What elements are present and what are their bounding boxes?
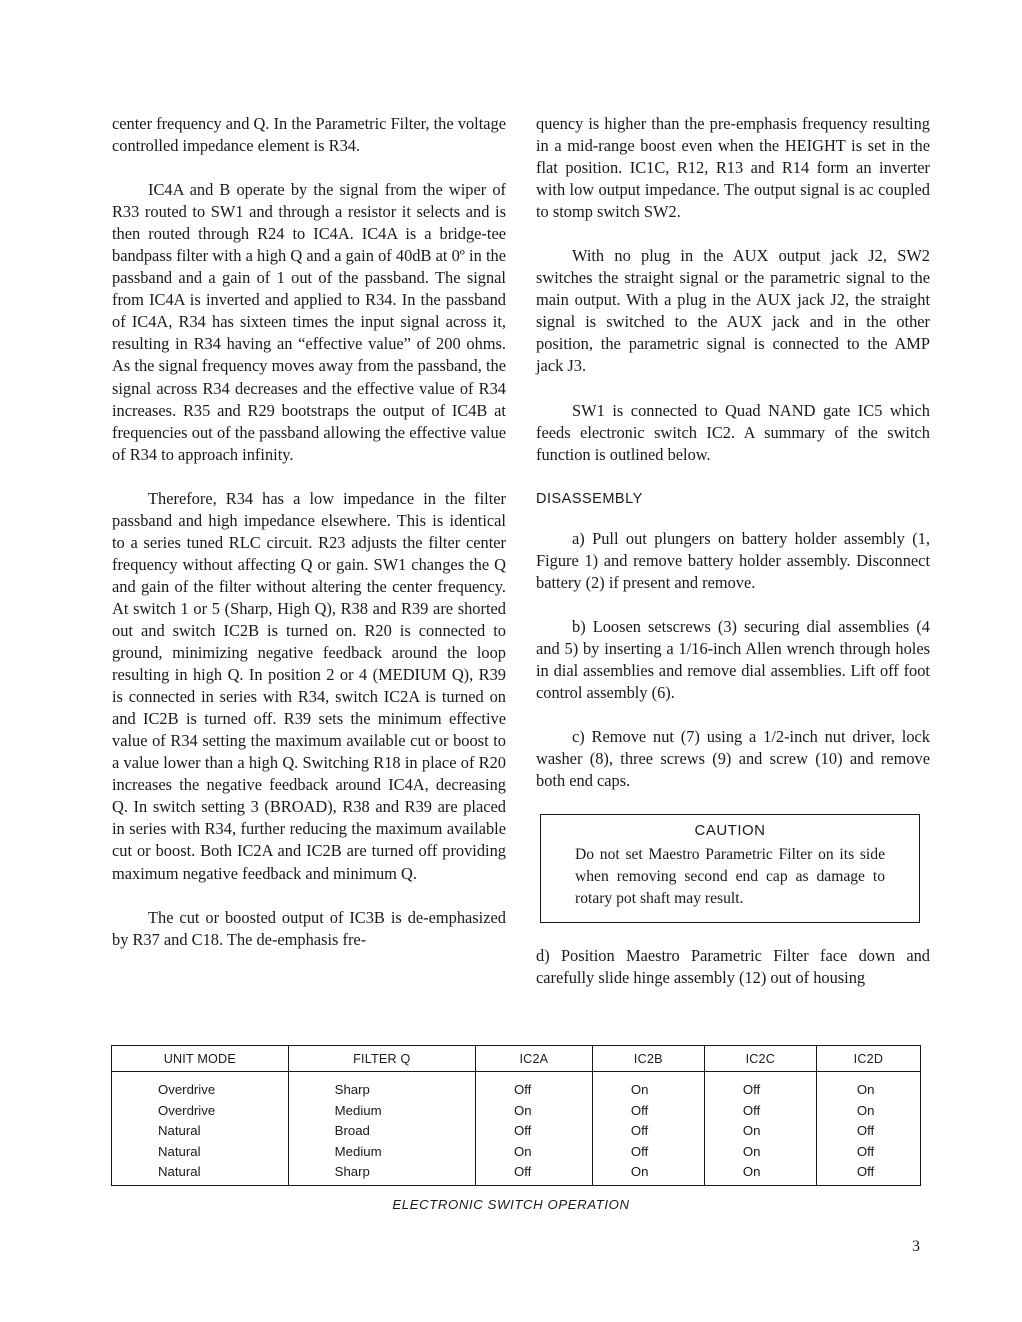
page-number: 3 <box>912 1238 920 1255</box>
table-cell: Off <box>816 1162 920 1185</box>
paragraph: IC4A and B operate by the signal from the wiper of R33 routed to SW1 and through a resistor it selects and is then routed through R24 to IC4A. IC4A is a bridge-tee bandpass filter with a high Q and a gain of 40dB at 0º in the passband and a gain of 1 out of the passband. The signal from IC4A is inverted and applied to R34. In the passband of IC4A, R34 has sixteen times the input signal across it, resulting in R34 having an “effective value” of 200 ohms. As the signal frequency moves away from the passband, the signal across R34 decreases and the effective value of R34 increases. R35 and R29 bootstraps the output of IC4B at frequencies out of the passband allowing the effective value of R34 to approach infinity. <box>112 180 506 464</box>
table-cell: On <box>816 1072 920 1101</box>
column-header: IC2C <box>704 1046 816 1072</box>
disassembly-step-b: b) Loosen setscrews (3) securing dial assemblies (4 and 5) by inserting a 1/16-inch Allen wrench through holes in dial assemblies and remove dial assemblies. Lift off foot control assembly (6). <box>536 616 930 702</box>
table-cell: Off <box>592 1142 704 1163</box>
table-header-row <box>112 1046 921 1072</box>
paragraph: quency is higher than the pre-emphasis frequency resulting in a mid-range boost even when the HEIGHT is set in the flat position. IC1C, R12, R13 and R14 form an inverter with low output impedance. The output signal is ac coupled to stomp switch SW2. <box>536 114 930 222</box>
table-cell: Broad <box>288 1121 475 1142</box>
table-row <box>112 1121 921 1142</box>
table-row <box>112 1072 921 1101</box>
caution-text: Do not set Maestro Parametric Filter on its side when removing second end cap as damage to rotary pot shaft may result. <box>575 846 885 908</box>
table-cell: Off <box>816 1142 920 1163</box>
table-cell: On <box>592 1162 704 1185</box>
table-cell: Off <box>475 1162 592 1185</box>
table-cell: On <box>704 1142 816 1163</box>
table-cell: Off <box>475 1072 592 1101</box>
table-cell: Off <box>816 1121 920 1142</box>
table-cell: Off <box>475 1121 592 1142</box>
table-cell: On <box>704 1162 816 1185</box>
left-column <box>112 113 506 951</box>
column-header: FILTER Q <box>288 1046 475 1072</box>
paragraph: With no plug in the AUX output jack J2, SW2 switches the straight signal or the parametric signal to the main output. With a plug in the AUX jack J2, the straight signal is switched to the AUX jack and in the other position, the parametric signal is connected to the AMP jack J3. <box>536 246 930 376</box>
table-cell: Off <box>592 1121 704 1142</box>
table-cell: Overdrive <box>112 1101 289 1122</box>
table-row <box>112 1162 921 1185</box>
table-caption: ELECTRONIC SWITCH OPERATION <box>392 1197 630 1212</box>
paragraph: The cut or boosted output of IC3B is de-emphasized by R37 and C18. The de-emphasis fre- <box>112 907 506 949</box>
table-cell: Off <box>704 1101 816 1122</box>
column-header: UNIT MODE <box>112 1046 289 1072</box>
switch-operation-table <box>111 1045 921 1186</box>
table-row <box>112 1101 921 1122</box>
caution-box <box>540 814 920 923</box>
table-cell: On <box>475 1101 592 1122</box>
table-cell: Medium <box>288 1101 475 1122</box>
column-header: IC2B <box>592 1046 704 1072</box>
table-cell: Natural <box>112 1121 289 1142</box>
column-header: IC2D <box>816 1046 920 1072</box>
table-cell: On <box>816 1101 920 1122</box>
table-cell: Off <box>704 1072 816 1101</box>
table-cell: Sharp <box>288 1162 475 1185</box>
table-cell: Sharp <box>288 1072 475 1101</box>
table-cell: Off <box>592 1101 704 1122</box>
table-cell: Overdrive <box>112 1072 289 1101</box>
section-heading: DISASSEMBLY <box>536 490 643 507</box>
table-cell: Natural <box>112 1142 289 1163</box>
table-cell: Medium <box>288 1142 475 1163</box>
table-cell: On <box>475 1142 592 1163</box>
paragraph: SW1 is connected to Quad NAND gate IC5 which feeds electronic switch IC2. A summary of the switch function is outlined below. <box>536 400 930 464</box>
caution-title: CAUTION <box>694 822 766 840</box>
paragraph: Therefore, R34 has a low impedance in the filter passband and high impedance elsewhere. This is identical to a series tuned RLC circuit. R23 adjusts the filter center frequency without affecting Q or gain. SW1 changes the Q and gain of the filter without altering the center frequency. At switch 1 or 5 (Sharp, High Q), R38 and R39 are shorted out and switch IC2B is turned on. R20 is connected to ground, minimizing negative feedback around the loop resulting in high Q. In position 2 or 4 (MEDIUM Q), R39 is connected in series with R34, switch IC2A is turned on and IC2B is turned off. R39 sets the minimum effective value of R34 setting the maximum available cut or boost to a value lower than a high Q. Switching R18 in place of R20 increases the negative feedback around IC4A, decreasing Q. In switch setting 3 (BROAD), R38 and R39 are placed in series with R34, further reducing the maximum available cut or boost. Both IC2A and IC2B are turned off providing maximum negative feedback and minimum Q. <box>112 488 506 883</box>
table-row <box>112 1142 921 1163</box>
paragraph: center frequency and Q. In the Parametric Filter, the voltage controlled impedance element is R34. <box>112 114 506 156</box>
disassembly-step-c: c) Remove nut (7) using a 1/2-inch nut driver, lock washer (8), three screws (9) and screw (10) and remove both end caps. <box>536 727 930 791</box>
column-header: IC2A <box>475 1046 592 1072</box>
table-cell: On <box>592 1072 704 1101</box>
right-column <box>536 113 930 989</box>
disassembly-step-a: a) Pull out plungers on battery holder assembly (1, Figure 1) and remove battery holder assembly. Disconnect battery (2) if present and remove. <box>536 528 930 592</box>
table-cell: On <box>704 1121 816 1142</box>
disassembly-step-d: d) Position Maestro Parametric Filter face down and carefully slide hinge assembly (12) out of housing <box>536 946 930 988</box>
table-cell: Natural <box>112 1162 289 1185</box>
